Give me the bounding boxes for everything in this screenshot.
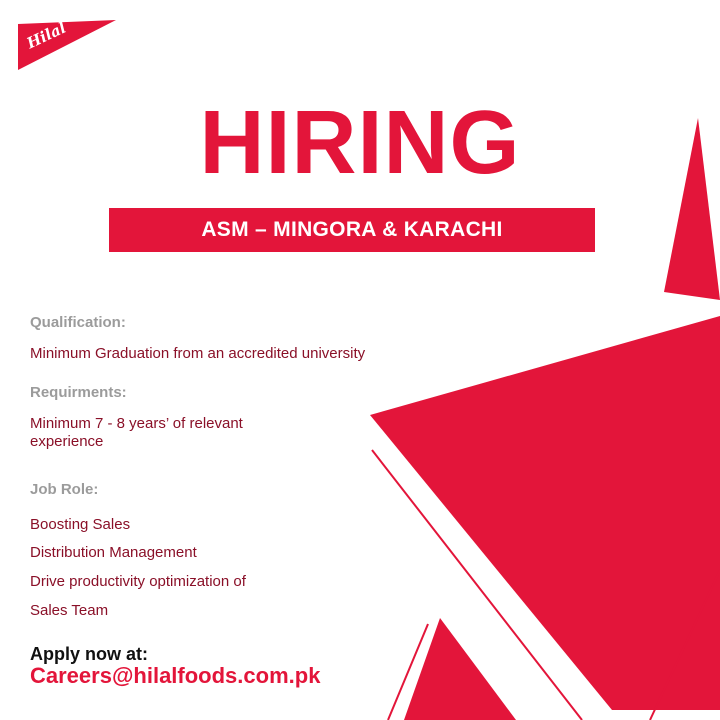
position-banner: ASM – MINGORA & KARACHI (109, 208, 595, 252)
careers-email-link[interactable]: Careers@hilalfoods.com.pk (30, 663, 321, 688)
logo-text: Hilal (24, 18, 69, 53)
qualification-value: Minimum Graduation from an accredited university (30, 345, 366, 362)
large-red-triangle (370, 316, 720, 710)
job-role-item: Drive productivity optimization of (30, 573, 246, 590)
job-role-item: Boosting Sales (30, 516, 131, 533)
bottom-red-triangle (404, 618, 516, 720)
hiring-headline: HIRING (199, 93, 521, 193)
apply-label: Apply now at: (30, 644, 148, 664)
requirements-value: Minimum 7 - 8 years’ of relevant experience (30, 415, 243, 450)
job-role-label: Job Role: (30, 481, 99, 498)
qualification-label: Qualification: (30, 314, 126, 331)
job-role-item: Sales Team (30, 602, 109, 619)
requirements-label: Requirments: (30, 384, 127, 401)
job-role-item: Distribution Management (30, 544, 197, 561)
